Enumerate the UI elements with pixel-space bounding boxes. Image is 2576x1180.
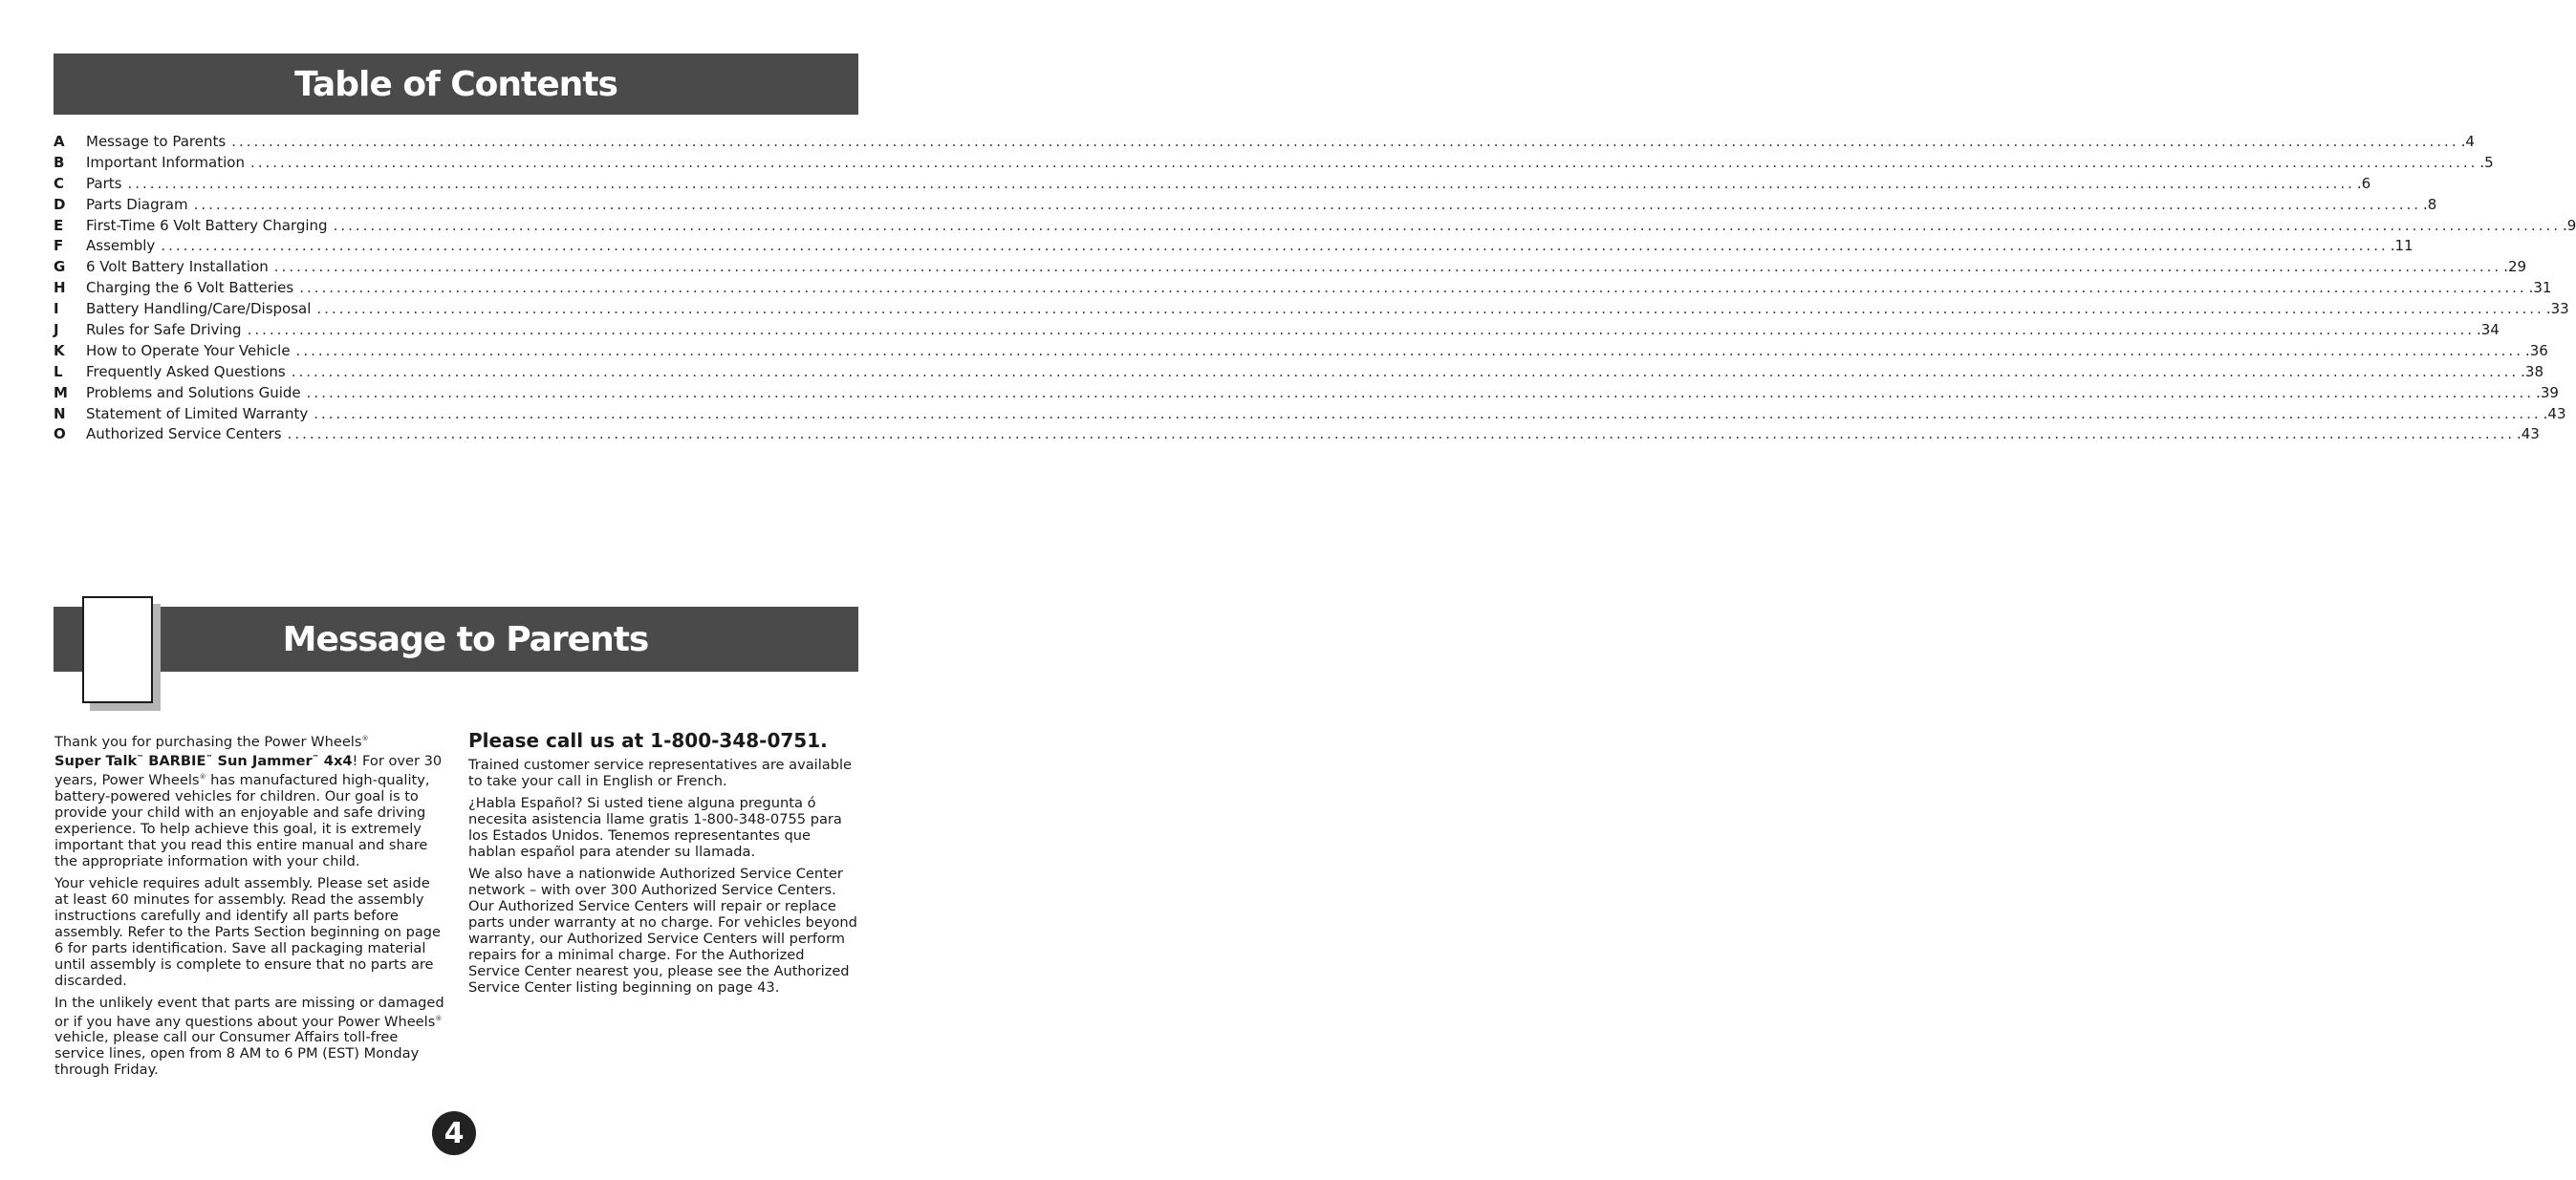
toc-page-number: .5 [2479,153,2494,171]
toc-entry-title: Battery Handling/Care/Disposal [86,300,312,318]
service-paragraph: Trained customer service representatives are available to take your call in English or French. [468,757,852,789]
toc-entry-title: Parts Diagram [86,195,188,213]
toc-leader-dots: ............................................................................................................................................................................................................................................................................................................ [295,341,2523,359]
toc-page-number: .36 [2524,341,2548,359]
toc-leader-dots: ............................................................................................................................................................................................................................................................................................................ [299,279,2527,297]
toc-leader-dots: ............................................................................................................................................................................................................................................................................................................ [231,133,2459,150]
toc-letter: L [54,362,63,380]
service-center-paragraph: We also have a nationwide Authorized Service Center network – with over 300 Authorized Service Centers. Our Authorized Service Centers will repair or replace parts under warranty at no charge. For vehicles beyond warranty, our Authorized Service Centers will perform repairs for a minimal charge. For the Authorized Service Center nearest you, please see the Authorized Service Center listing beginning on page 43. [468,866,857,996]
message-banner [54,607,858,672]
toc-leader-dots: ............................................................................................................................................................................................................................................................................................................ [291,362,2520,380]
toc-letter: B [54,153,65,171]
toc-letter: H [54,279,66,297]
toc-page-number: .38 [2521,362,2544,380]
toc-page-number: .4 [2460,133,2475,150]
toc-entry-title: Problems and Solutions Guide [86,383,301,401]
toc-page-number: .43 [2543,404,2566,422]
toc-letter: A [54,133,65,150]
toc-entry-title: Important Information [86,153,245,171]
toc-leader-dots: ............................................................................................................................................................................................................................................................................................................ [333,216,2561,234]
toc-entry-title: First-Time 6 Volt Battery Charging [86,216,328,234]
toc-leader-dots: ............................................................................................................................................................................................................................................................................................................ [316,300,2544,318]
toc-page-number: .39 [2536,383,2559,401]
toc-leader-dots: ............................................................................................................................................................................................................................................................................................................ [127,174,2355,192]
toc-entry-title: Authorized Service Centers [86,425,282,443]
toc-leader-dots: ............................................................................................................................................................................................................................................................................................................ [247,321,2475,339]
toc-page-number: .34 [2477,321,2500,339]
toc-letter: E [54,216,64,234]
toc-row [54,341,2548,362]
contact-paragraph: In the unlikely event that parts are missing or damaged or if you have any questions about your Power Wheels® vehicle, please call our Consumer Affairs toll-free service lines, open from 8 AM to 6 PM (EST) Monday through Friday. [54,994,444,1079]
toc-row [54,174,2371,195]
toc-title: Table of Contents [294,64,617,104]
toc-letter: J [54,321,59,339]
toc-entry-title: Rules for Safe Driving [86,321,242,339]
toc-entry-title: Message to Parents [86,133,227,150]
toc-row [54,195,2437,216]
toc-row [54,132,2475,153]
toc-letter: G [54,258,66,276]
product-name: Super Talk™ BARBIE™ Sun Jammer™ 4x4 [54,752,353,769]
toc-leader-dots: ............................................................................................................................................................................................................................................................................................................ [193,195,2422,213]
toc-row [54,320,2500,341]
toc-entry-title: 6 Volt Battery Installation [86,258,269,276]
toc-row [54,299,2569,320]
toc-page-number: .11 [2390,237,2414,255]
toc-page-number: .31 [2528,279,2552,297]
toc-page-number: .9 [2562,216,2576,234]
toc-entry-title: Frequently Asked Questions [86,362,286,380]
toc-page-number: .6 [2356,174,2371,192]
toc-letter: D [54,195,66,213]
toc-leader-dots: ............................................................................................................................................................................................................................................................................................................ [306,383,2535,401]
page-number-badge: 4 [432,1111,476,1155]
toc-letter: N [54,404,66,422]
message-left-column [54,731,446,1083]
toc-leader-dots: ............................................................................................................................................................................................................................................................................................................ [161,237,2389,255]
toc-row [54,153,2494,174]
toc-row [54,362,2544,383]
toc-entry-title: Parts [86,174,122,192]
intro-paragraph: Thank you for purchasing the Power Wheels® Super Talk™ BARBIE™ Sun Jammer™ 4x4! For over 30 years, Power Wheels® has manufactured high-quality, battery-powered vehicles for children. Our goal is to provide your child with an enjoyable and safe driving experience. To help achieve this goal, it is extremely important that you read this entire manual and share the appropriate information with your child. [54,733,443,869]
spanish-paragraph: ¿Habla Español? Si usted tiene alguna pregunta ó necesita asistencia llame gratis 1-800-348-0755 para los Estados Unidos. Tenemos representantes que hablan español para atender su llamada. [468,795,842,860]
section-letter-box [82,596,153,703]
toc-leader-dots: ............................................................................................................................................................................................................................................................................................................ [273,258,2502,276]
toc-entry-title: Charging the 6 Volt Batteries [86,279,294,297]
toc-page-number: .33 [2545,300,2569,318]
message-title: Message to Parents [282,619,649,659]
message-right-column [468,728,860,1001]
toc-row [54,236,2414,257]
toc-entry-title: Statement of Limited Warranty [86,404,309,422]
toc-leader-dots: ............................................................................................................................................................................................................................................................................................................ [249,153,2479,171]
toc-row [54,257,2527,278]
toc-letter: C [54,174,65,192]
toc-leader-dots: ............................................................................................................................................................................................................................................................................................................ [287,425,2515,443]
toc-entry-title: How to Operate Your Vehicle [86,341,291,359]
toc-row [54,216,2576,237]
toc-leader-dots: ............................................................................................................................................................................................................................................................................................................ [314,404,2542,422]
toc-list [54,132,2576,445]
toc-row [54,404,2566,425]
toc-letter: I [54,300,59,318]
phone-heading: Please call us at 1-800-348-0751. [468,729,828,752]
toc-row [54,424,2540,445]
toc-letter: K [54,341,65,359]
toc-page-number: .43 [2517,425,2540,443]
toc-entry-title: Assembly [86,237,156,255]
assembly-paragraph: Your vehicle requires adult assembly. Please set aside at least 60 minutes for assembly. Read the assembly instructions carefully and identify all parts before assembly. Refer to the Parts Section beginning on page 6 for parts identification. Save all packaging material until assembly is complete to ensure that no parts are discarded. [54,874,442,989]
toc-letter: F [54,237,64,255]
toc-page-number: .8 [2423,195,2437,213]
toc-page-number: .29 [2503,258,2527,276]
toc-row [54,383,2559,404]
toc-row [54,278,2552,299]
toc-letter: M [54,383,68,401]
toc-letter: O [54,425,66,443]
toc-banner [54,54,858,115]
